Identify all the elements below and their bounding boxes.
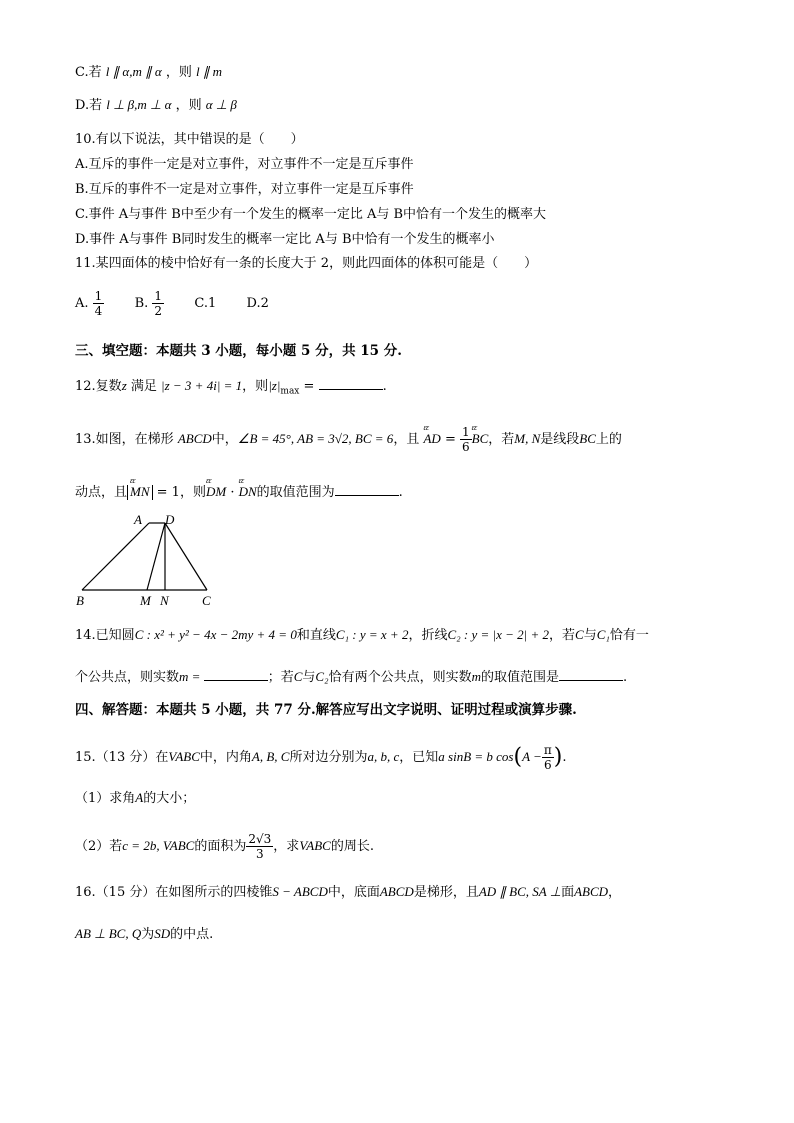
q13-vector-ad: ԑԑ AD: [423, 429, 440, 449]
q12: [75, 375, 387, 402]
q16-line1-mid3: 面: [561, 885, 575, 900]
q12-prefix: 12.复数: [75, 379, 122, 394]
q16-line1-mid2: 是梯形，且: [413, 885, 479, 900]
q13-line1-end2: 上的: [595, 432, 622, 447]
q14-answer-blank-1: [204, 666, 268, 681]
q12-condition: |z − 3 + 4i| = 1: [161, 378, 243, 393]
q15-triangle: VABC: [168, 749, 200, 764]
q15-part1: [75, 788, 195, 809]
q12-mid: 满足: [126, 379, 157, 394]
q14-c-b: C: [293, 669, 303, 684]
q11-option-b-den: 2: [154, 304, 163, 318]
q13-line2-end: 的取值范围为: [256, 485, 335, 500]
q13-line1-mid2: ，且: [393, 432, 420, 447]
q16-line1-prefix: 16.（15 分）在如图所示的四棱锥: [75, 885, 273, 900]
q12-end: .: [382, 379, 387, 394]
q14-line2-end: 的取值范围是: [481, 670, 560, 685]
section3-heading: 三、填空题：本题共 3 小题，每小题 5 分，共 15 分.: [75, 343, 402, 359]
trapezoid-figure: [72, 510, 222, 614]
q13-line2-stop: .: [398, 485, 403, 500]
q15-sides: a, b, c: [367, 749, 400, 764]
q15-part2-num: 2√3: [248, 832, 272, 846]
q13-line2-eq: = 1: [152, 485, 180, 500]
q10-option-b: B.互斥的事件不一定是对立事件，对立事件一定是互斥事件: [75, 182, 414, 197]
q12-then: ，则: [242, 379, 269, 394]
q9-option-c-math: l ∥ α,m ∥ α: [105, 64, 162, 79]
q16-base: ABCD: [379, 884, 414, 899]
q14-line2-mid: ；若: [267, 670, 294, 685]
q10-stem: 10.有以下说法，其中错误的是（ ）: [75, 132, 304, 147]
q14-c1: C₁: [596, 627, 610, 642]
q16-line1: [75, 882, 621, 903]
q14-line2-prefix: 个公共点，则实数: [75, 670, 180, 685]
q14-line2-stop: .: [623, 670, 628, 685]
q14-line2-mid2: 恰有两个公共点，则实数: [328, 670, 472, 685]
q13-frac-den: 6: [461, 440, 470, 454]
q9-option-d: [75, 95, 237, 116]
q11-option-a-den: 4: [94, 304, 103, 318]
q13-line2-prefix: 动点，且: [75, 485, 128, 500]
q12-eq: =: [299, 379, 319, 394]
q15-mid3: ，已知: [399, 750, 439, 765]
q15-part1-prefix: （1）求角: [75, 791, 136, 806]
q15-end: .: [562, 750, 567, 765]
q16-line1-mid: 中，底面: [327, 885, 380, 900]
q14-with-b: 与: [302, 670, 316, 685]
q15-frac-six: 6: [543, 758, 552, 772]
q14-answer-blank-2: [559, 666, 623, 681]
q14-c: C: [575, 627, 584, 642]
q11-option-a-label: A.: [75, 296, 89, 311]
segment-dm: [147, 523, 165, 590]
q13-vector-mn: ԑԑ MN: [130, 482, 150, 502]
q15-part2-prefix: （2）若: [75, 839, 123, 854]
q9-option-c: [75, 62, 222, 83]
q13-vector-bc: ԑԑ BC: [472, 429, 489, 449]
q11-option-a-num: 1: [94, 289, 103, 303]
trapezoid-svg: [72, 510, 222, 610]
q11-option-b-label: B.: [134, 296, 149, 311]
q15-part1-var: A: [135, 790, 144, 805]
q12-var: z: [121, 378, 127, 393]
q15-part2-triangle: VABC: [299, 838, 331, 853]
q14-m: m: [471, 669, 481, 684]
q15-prefix: 15.（13 分）在: [75, 750, 169, 765]
q15-left-paren: (: [513, 744, 523, 770]
q15-stem: [75, 743, 566, 772]
q15-part2-mid: 的面积为: [194, 839, 247, 854]
q14-circle-eq: C : x² + y² − 4x − 2my + 4 = 0: [134, 627, 297, 642]
q15-part1-end: 的大小；: [143, 791, 196, 806]
q16-line2-end: 的中点.: [170, 927, 214, 942]
q13-frac: [460, 425, 472, 454]
q13-vector-dm: ԑԑ DM: [206, 482, 226, 502]
q9-option-c-mid: ，则: [165, 65, 192, 80]
q14-m-eq: m =: [179, 669, 204, 684]
q13-line1-segment: BC: [579, 431, 596, 446]
label-n: N: [160, 593, 169, 608]
q13-line1-math: ABCD: [177, 431, 212, 446]
q13-frac-num: 1: [461, 425, 470, 439]
q14-line1-prefix: 14.已知圆: [75, 628, 135, 643]
q15-eq-left: a sinB = b cos: [438, 749, 514, 764]
q13-line1-condition: ∠B = 45°, AB = 3√2, BC = 6: [237, 431, 394, 446]
q15-mid: 中，内角: [199, 750, 252, 765]
q13-line2: [75, 481, 403, 503]
q13-eq: =: [440, 432, 460, 447]
q13-line1-prefix: 13.如图，在梯形: [75, 432, 174, 447]
q11-option-b-num: 1: [154, 289, 163, 303]
q16-condition1: AD ∥ BC, SA ⊥: [478, 884, 562, 899]
label-b: B: [76, 593, 84, 608]
q16-pyramid: S − ABCD: [272, 884, 328, 899]
q11-option-d: D.2: [246, 296, 269, 311]
q11-option-c: C.1: [194, 296, 217, 311]
q15-frac: [542, 743, 554, 772]
q16-line2-condition: AB ⊥ BC, Q: [75, 926, 142, 941]
label-m: M: [140, 593, 151, 608]
q14-line1-mid3: ，若: [549, 628, 576, 643]
q14-line2: [75, 666, 627, 688]
q9-option-c-prefix: C.若: [75, 65, 102, 80]
q12-sub: max: [280, 386, 300, 397]
q16-sd: SD: [154, 926, 171, 941]
q15-part2-frac: [246, 832, 273, 861]
q15-eq-inner: A −: [522, 749, 542, 764]
q13-line1-points: M, N: [514, 431, 541, 446]
q9-option-d-prefix: D.若: [75, 98, 103, 113]
q14-line1-end: 恰有一: [609, 628, 649, 643]
q15-right-paren: ): [553, 744, 563, 770]
q16-line1-end: ，: [608, 885, 622, 900]
label-a: A: [134, 512, 142, 527]
q12-target: |z|: [268, 378, 281, 393]
label-d: D: [165, 512, 175, 527]
q10-option-c: C.事件 A与事件 B中至少有一个发生的概率一定比 A与 B中恰有一个发生的概率大: [75, 207, 547, 222]
q13-answer-blank: [335, 481, 399, 496]
q9-option-c-math2: l ∥ m: [195, 64, 222, 79]
q9-option-d-math2: α ⊥ β: [205, 97, 237, 112]
q13-line1: [75, 425, 622, 454]
q14-line1: [75, 625, 649, 646]
label-c: C: [202, 593, 211, 608]
q15-frac-pi: π: [543, 743, 552, 757]
q14-line1-mid2: ，折线: [408, 628, 448, 643]
section4-heading: 四、解答题：本题共 5 小题，共 77 分.解答应写出文字说明、证明过程或演算步骤.: [75, 702, 577, 718]
q10-option-a: A.互斥的事件一定是对立事件，对立事件不一定是互斥事件: [75, 157, 414, 172]
q13-line1-end: 是线段: [540, 432, 580, 447]
q13-line1-mid3: ，若: [488, 432, 515, 447]
q13-abs-mn: [127, 485, 153, 500]
q13-line2-mid: ，则: [179, 485, 206, 500]
q10-option-d: D.事件 A与事件 B同时发生的概率一定比 A与 B中恰有一个发生的概率小: [75, 232, 495, 247]
segment-dc: [165, 523, 207, 590]
q15-part2-end: 的周长.: [330, 839, 374, 854]
q16-line2: [75, 924, 213, 945]
segment-ab: [82, 523, 149, 590]
q15-part2-condition: c = 2b, VABC: [122, 838, 195, 853]
q16-plane: ABCD: [574, 884, 609, 899]
q13-line1-mid: 中，: [211, 432, 238, 447]
q9-option-d-mid: ，则: [175, 98, 202, 113]
q15-part2: [75, 832, 374, 861]
q14-line-c1: C₁ : y = x + 2: [335, 627, 409, 642]
q13-dot: ·: [226, 485, 239, 500]
q11-stem: 11.某四面体的棱中恰好有一条的长度大于 2，则此四面体的体积可能是（ ）: [75, 256, 538, 271]
q14-with: 与: [583, 628, 597, 643]
q11-option-b-frac: [152, 289, 164, 318]
q16-line2-mid: 为: [141, 927, 155, 942]
q11-options: [75, 289, 269, 318]
q12-answer-blank: [319, 375, 383, 390]
q14-c2: C₂: [315, 669, 329, 684]
q15-angles: A, B, C: [251, 749, 290, 764]
q13-vector-dn: ԑԑ DN: [239, 482, 257, 502]
q14-line1-mid: 和直线: [296, 628, 336, 643]
q11-option-a-frac: [93, 289, 105, 318]
q9-option-d-math: l ⊥ β,m ⊥ α: [106, 97, 172, 112]
q15-mid2: 所对边分别为: [289, 750, 368, 765]
q14-line-c2: C₂ : y = |x − 2| + 2: [447, 627, 549, 642]
q15-part2-den: 3: [256, 847, 264, 861]
q15-part2-mid2: ，求: [273, 839, 300, 854]
